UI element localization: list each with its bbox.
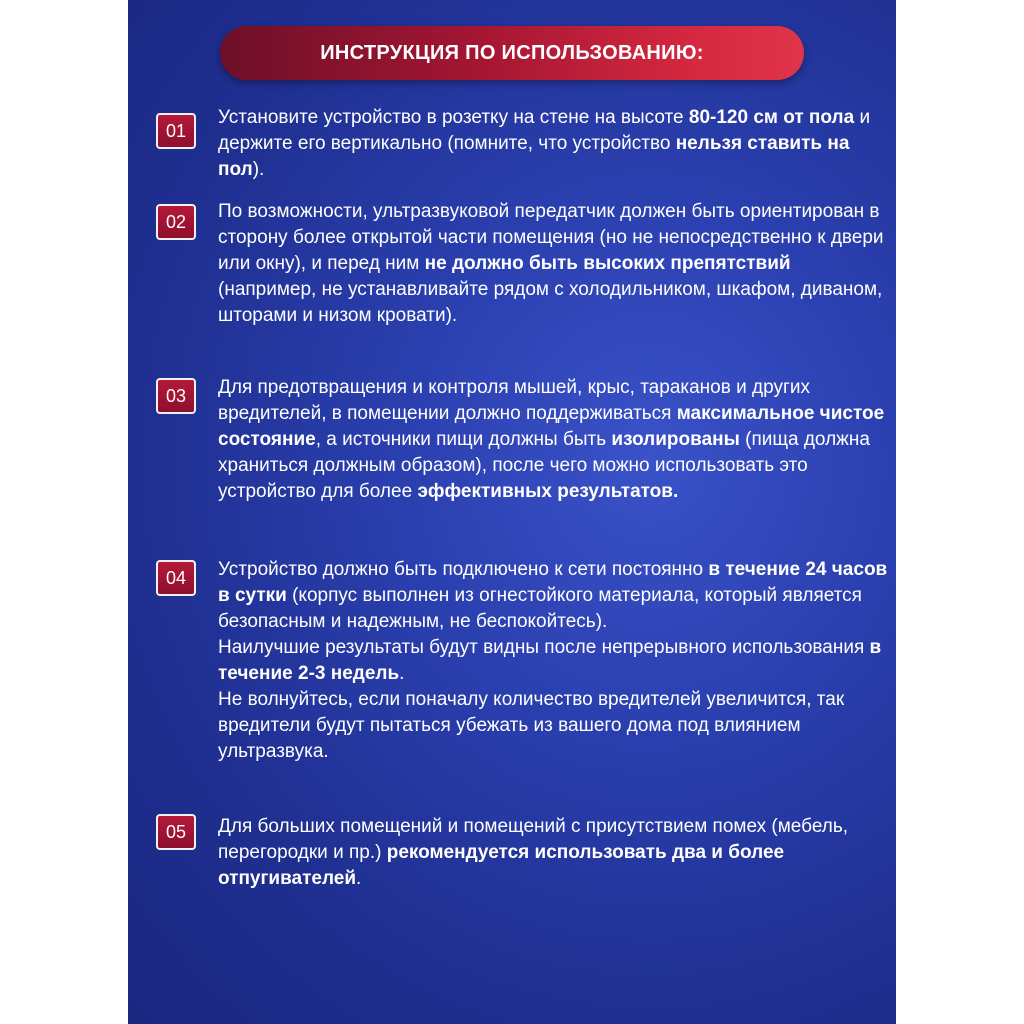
step-text — [218, 199, 890, 329]
emphasis-text: не должно быть высоких препятствий — [424, 253, 791, 274]
step-paragraph — [218, 635, 890, 687]
body-text: (корпус выполнен из огнестойкого материала, который является безопасным и надежным, не беспокойтесь). — [218, 585, 862, 632]
emphasis-text: в течение 24 часов в сутки — [218, 559, 888, 606]
step-paragraph — [218, 814, 890, 892]
body-text: По возможности, ультразвуковой передатчик должен быть ориентирован в сторону более открытой части помещения (но не непосредственно к двери или окну), и перед ним — [218, 201, 884, 274]
step-paragraph — [218, 687, 890, 765]
emphasis-text: рекомендуется использовать два и более отпугивателей — [218, 842, 785, 889]
header-title: ИНСТРУКЦИЯ ПО ИСПОЛЬЗОВАНИЮ: — [320, 41, 704, 64]
body-text: и держите его вертикально (помните, что устройство — [218, 107, 871, 154]
body-text: . — [356, 868, 362, 889]
body-text: (пища должна храниться должным образом), после чего можно использовать это устройство для более — [218, 429, 870, 502]
step-number-badge: 03 — [156, 378, 196, 414]
emphasis-text: в течение 2-3 недель — [218, 637, 882, 684]
body-text: Устройство должно быть подключено к сети постоянно — [218, 559, 709, 580]
step-paragraph — [218, 557, 890, 635]
emphasis-text: изолированы — [611, 429, 740, 450]
step-text — [218, 105, 890, 183]
step-number-badge: 01 — [156, 113, 196, 149]
body-text: Наилучшие результаты будут видны после непрерывного использования — [218, 637, 870, 658]
header-banner — [220, 26, 804, 80]
body-text: . — [399, 663, 405, 684]
step-number-badge: 04 — [156, 560, 196, 596]
step-number-badge: 02 — [156, 204, 196, 240]
step-number-badge: 05 — [156, 814, 196, 850]
step-text — [218, 375, 890, 505]
body-text: Для больших помещений и помещений с присутствием помех (мебель, перегородки и пр.) — [218, 816, 849, 863]
emphasis-text: максимальное чистое состояние — [218, 403, 885, 450]
instruction-panel — [128, 0, 896, 1024]
body-text: Установите устройство в розетку на стене на высоте — [218, 107, 689, 128]
step-paragraph — [218, 199, 890, 329]
step-paragraph — [218, 105, 890, 183]
body-text: (например, не устанавливайте рядом с холодильником, шкафом, диваном, шторами и низом кровати). — [218, 279, 883, 326]
emphasis-text: 80-120 см от пола — [688, 107, 855, 128]
step-paragraph — [218, 375, 890, 505]
body-text: , а источники пищи должны быть — [315, 429, 612, 450]
body-text: ). — [252, 159, 265, 180]
emphasis-text: нельзя ставить на пол — [218, 133, 850, 180]
body-text: Для предотвращения и контроля мышей, крыс, тараканов и других вредителей, в помещении должно поддерживаться — [218, 377, 810, 424]
emphasis-text: эффективных результатов. — [417, 481, 679, 502]
body-text: Не волнуйтесь, если поначалу количество вредителей увеличится, так вредители будут пытаться убежать из вашего дома под влиянием ультразвука. — [218, 689, 845, 762]
step-text — [218, 814, 890, 892]
step-text — [218, 557, 890, 765]
